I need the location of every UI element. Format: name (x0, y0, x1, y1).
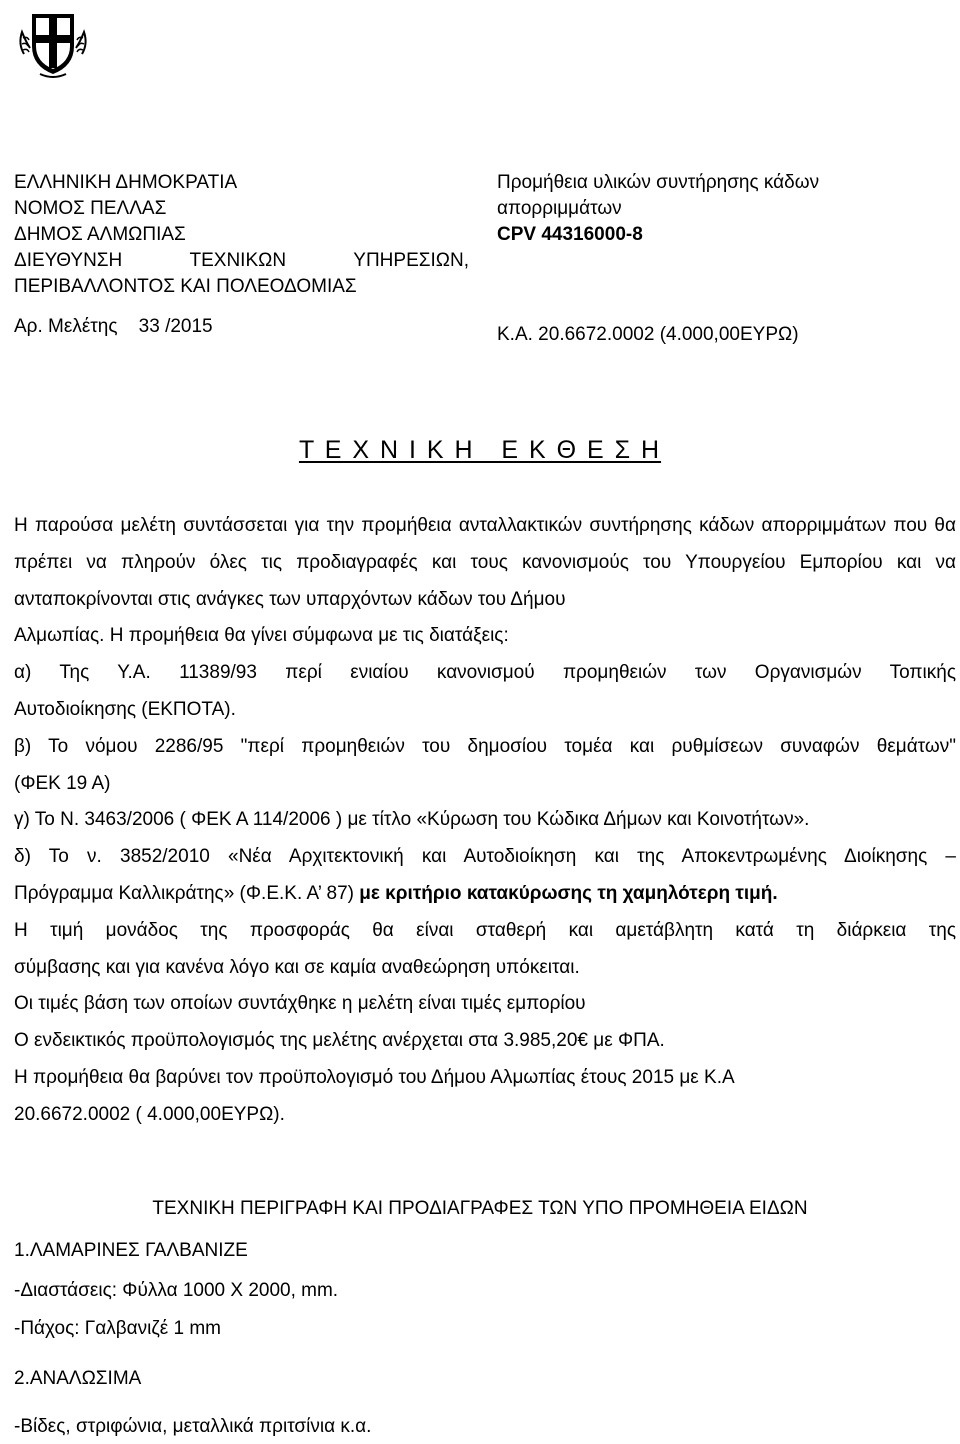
provision-a: α) Της Υ.Α. 11389/93 περί ενιαίου κανονισμού προμηθειών των Οργανισμών Τοπικής (14, 662, 956, 684)
item-2-title: 2.ΑΝΑΛΩΣΙΜΑ (14, 1368, 142, 1389)
provision-b: β) Το νόμου 2286/95 "περί προμηθειών του δημοσίου τομέα και ρυθμίσεων συναφών θεμάτων" (14, 735, 956, 757)
cpv-code: CPV 44316000-8 (497, 224, 643, 245)
provision-b-cont: (ΦΕΚ 19 Α) (14, 772, 111, 794)
subject-block (497, 170, 819, 248)
report-body (14, 508, 956, 1134)
issuer-country: ΕΛΛΗΝΙΚΗ ΔΗΜΟΚΡΑΤΙΑ (14, 172, 238, 193)
budget-estimate: Ο ενδεικτικός προϋπολογισμός της μελέτης ανέρχεται στα 3.985,20€ με ΦΠΑ. (14, 1030, 665, 1052)
issuer-prefecture: ΝΟΜΟΣ ΠΕΛΛΑΣ (14, 198, 167, 219)
provision-c: γ) Το Ν. 3463/2006 ( ΦΕΚ Α 114/2006 ) με τίτλο «Κύρωση του Κώδικα Δήμων και Κοινοτήτων». (14, 809, 810, 831)
provision-a-cont: Αυτοδιοίκησης (ΕΚΠΟΤΑ). (14, 698, 236, 720)
issuer-department: ΠΕΡΙΒΑΛΛΟΝΤΟΣ ΚΑΙ ΠΟΛΕΟΔΟΜΙΑΣ (14, 276, 357, 297)
issuer-block (14, 170, 474, 300)
budget-code: Κ.Α. 20.6672.0002 (4.000,00ΕΥΡΩ) (497, 324, 799, 345)
intro-paragraph: Η παρούσα μελέτη συντάσσεται για την προμήθεια ανταλλακτικών συντήρησης κάδων απορριμμάτων που θα πρέπει να πληρούν όλες τις προδιαγραφές και τους κανονισμούς του Υπουργείου Εμπορίου και να ανταποκρίνονται στις ανάγκες των υπαρχόντων κάδων του Δήμου (14, 515, 956, 610)
item-1-title: 1.ΛΑΜΑΡΙΝΕΣ ΓΑΛΒΑΝΙΖΕ (14, 1240, 248, 1261)
award-criterion: με κριτήριο κατακύρωσης τη χαμηλότερη τιμή. (359, 882, 778, 904)
issuer-directorate: ΔΙΕΥΘΥΝΣΗ ΤΕΧΝΙΚΩΝ ΥΠΗΡΕΣΙΩΝ, (14, 250, 469, 271)
document-title: Τ Ε Χ Ν Ι Κ Η Ε Κ Θ Ε Σ Η (298, 436, 662, 464)
item-1-thickness: -Πάχος: Γαλβανιζέ 1 mm (14, 1318, 221, 1339)
item-1-dimensions: -Διαστάσεις: Φύλλα 1000 Χ 2000, mm. (14, 1280, 339, 1301)
provision-d: δ) Το ν. 3852/2010 «Νέα Αρχιτεκτονική και Αυτοδιοίκηση και της Αποκεντρωμένης Διοίκησης – (14, 846, 956, 868)
budget-charge-cont: 20.6672.0002 ( 4.000,00ΕΥΡΩ). (14, 1103, 285, 1125)
price-clause: Η τιμή μονάδος της προσφοράς θα είναι σταθερή και αμετάβλητη κατά τη διάρκεια της (14, 919, 956, 941)
greek-coat-of-arms-emblem (14, 4, 92, 82)
study-number: Αρ. Μελέτης 33 /2015 (14, 316, 213, 337)
provision-d-cont: Πρόγραμμα Καλλικράτης» (Φ.Ε.Κ. Α’ 87) με κριτήριο κατακύρωσης τη χαμηλότερη τιμή. (14, 882, 778, 904)
intro-paragraph-end: Αλμωπίας. Η προμήθεια θα γίνει σύμφωνα με τις διατάξεις: (14, 625, 509, 647)
budget-charge: Η προμήθεια θα βαρύνει τον προϋπολογισμό του Δήμου Αλμωπίας έτους 2015 με Κ.Α (14, 1066, 735, 1088)
issuer-municipality: ΔΗΜΟΣ ΑΛΜΩΠΙΑΣ (14, 224, 186, 245)
price-basis: Οι τιμές βάση των οποίων συντάχθηκε η μελέτη είναι τιμές εμπορίου (14, 993, 586, 1015)
item-2-contents: -Βίδες, στριφώνια, μεταλλικά πριτσίνια κ.α. (14, 1416, 372, 1437)
section-title: ΤΕΧΝΙΚΗ ΠΕΡΙΓΡΑΦΗ ΚΑΙ ΠΡΟΔΙΑΓΡΑΦΕΣ ΤΩΝ ΥΠΟ ΠΡΟΜΗΘΕΙΑ ΕΙΔΩΝ (152, 1198, 808, 1219)
subject-title: Προμήθεια υλικών συντήρησης κάδων (497, 172, 820, 193)
price-clause-cont: σύμβασης και για κανένα λόγο και σε καμία αναθεώρηση υπόκειται. (14, 956, 580, 978)
subject-title-cont: απορριμμάτων (497, 198, 622, 219)
